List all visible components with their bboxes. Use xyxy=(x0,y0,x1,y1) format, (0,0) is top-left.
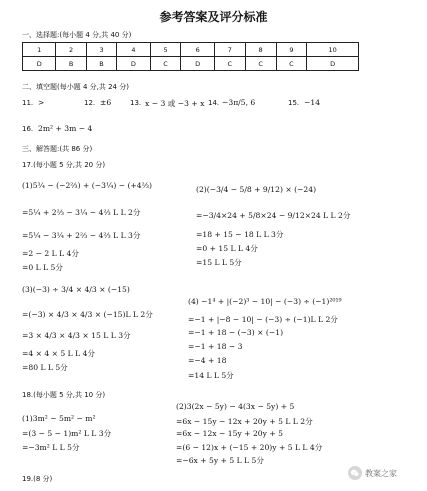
q17-1-line: =5¼ + 2⅔ − 3¼ − 4⅔ L L 2分 xyxy=(22,208,141,217)
fill-num-12: 12. xyxy=(84,99,96,107)
fill-ans-12: ±6 xyxy=(100,98,112,107)
table-cell: D xyxy=(181,57,214,71)
table-cell: 2 xyxy=(56,43,86,57)
table-cell: B xyxy=(86,57,116,71)
q17-1-line: =0 L L 5分 xyxy=(22,263,63,272)
table-cell: 7 xyxy=(214,43,245,57)
table-cell: C xyxy=(214,57,245,71)
q18-2-line: =6x − 12x − 15y + 20y + 5 xyxy=(176,429,283,438)
watermark xyxy=(348,466,397,480)
q17-3-line: =3 × 4/3 × 4/3 × 15 L L 3分 xyxy=(22,331,131,340)
wechat-icon xyxy=(348,466,362,480)
q17-4-line: =14 L L 5分 xyxy=(188,371,234,380)
table-cell: C xyxy=(150,57,181,71)
table-cell: C xyxy=(245,57,276,71)
q19-heading: 19.(8 分) xyxy=(22,475,53,483)
q17-4-line: =−4 + 18 xyxy=(188,356,227,365)
table-cell: 9 xyxy=(276,43,307,57)
fill-num-16: 16. xyxy=(22,125,34,133)
q18-2-line: =−6x + 5y + 5 L L 5分 xyxy=(176,456,264,465)
table-cell: D xyxy=(117,57,150,71)
table-cell: 1 xyxy=(23,43,56,57)
table-cell: 6 xyxy=(181,43,214,57)
q17-1-line: (1)5¼ − (−2⅔) + (−3¼) − (+4⅔) xyxy=(22,181,152,190)
fill-num-15: 15. xyxy=(288,99,300,107)
fill-ans-15: −14 xyxy=(304,98,321,107)
q17-3-line: =4 × 4 × 5 L L 4分 xyxy=(22,349,95,358)
q17-4-line: =−1 + 18 − 3 xyxy=(188,342,243,351)
table-cell: D xyxy=(23,57,56,71)
q17-3-line: (3)(−3) ÷ 3/4 × 4/3 × (−15) xyxy=(22,285,130,294)
q18-1-line: =−3m² L L 5分 xyxy=(22,443,80,452)
q18-1-line: =(3 − 5 − 1)m² L L 3分 xyxy=(22,429,112,438)
table-cell: 4 xyxy=(117,43,150,57)
q17-1-line: =5¼ − 3¼ + 2⅔ − 4⅔ L L 3分 xyxy=(22,231,141,240)
answer-table-answer-row xyxy=(23,57,359,71)
q17-2-line: (2)(−3/4 − 5/8 + 9/12) × (−24) xyxy=(196,185,317,194)
q17-2-line: =−3/4×24 + 5/8×24 − 9/12×24 L L 2分 xyxy=(196,211,351,220)
q17-4-line: (4) −1⁴ + |(−2)³ − 10| − (−3) ÷ (−1)²⁰¹⁹ xyxy=(188,297,342,306)
section1-heading: 一、选择题:(每小题 4 分,共 40 分) xyxy=(22,31,132,39)
q18-2-line: =(6 − 12)x + (−15 + 20)y + 5 L L 4分 xyxy=(176,443,323,452)
table-cell: 3 xyxy=(86,43,116,57)
fill-ans-11: > xyxy=(38,98,45,107)
table-cell: C xyxy=(276,57,307,71)
page-title: 参考答案及评分标准 xyxy=(159,10,268,24)
watermark-text: 教案之家 xyxy=(365,468,397,478)
table-cell: 8 xyxy=(245,43,276,57)
q17-2-line: =0 + 15 L L 4分 xyxy=(196,244,258,253)
q18-2-line: =6x − 15y − 12x + 20y + 5 L L 2分 xyxy=(176,417,313,426)
q17-3-line: =80 L L 5分 xyxy=(22,363,68,372)
q17-4-line: =−1 + |−8 − 10| − (−3) ÷ (−1)L L 2分 xyxy=(188,315,338,324)
fill-ans-16: 2m² + 3m − 4 xyxy=(38,124,93,133)
q17-2-line: =15 L L 5分 xyxy=(196,258,242,267)
q17-heading: 17.(每小题 5 分,共 20 分) xyxy=(22,161,106,169)
fill-num-13: 13. xyxy=(130,99,142,107)
answer-table xyxy=(22,42,359,71)
fill-num-14: 14. xyxy=(208,99,220,107)
fill-num-11: 11. xyxy=(22,99,34,107)
section2-heading: 二、填空题(每小题 4 分,共 24 分) xyxy=(22,83,129,91)
table-cell: 10 xyxy=(307,43,359,57)
q17-2-line: =18 + 15 − 18 L L 3分 xyxy=(196,230,284,239)
fill-ans-14: −3π/5, 6 xyxy=(222,98,256,107)
fill-ans-13: x − 3 或 −3 + x xyxy=(145,99,205,108)
answer-table-number-row xyxy=(23,43,359,57)
q17-1-line: =2 − 2 L L 4分 xyxy=(22,249,79,258)
table-cell: 5 xyxy=(150,43,181,57)
q17-3-line: =(−3) × 4/3 × 4/3 × (−15)L L 2分 xyxy=(22,310,153,319)
section3-heading: 三、解答题:(共 86 分) xyxy=(22,145,93,153)
q18-2-line: (2)3(2x − 5y) − 4(3x − 5y) + 5 xyxy=(176,402,295,411)
table-cell: B xyxy=(56,57,86,71)
q18-1-line: (1)3m² − 5m² − m² xyxy=(22,414,96,423)
q17-4-line: =−1 + 18 − (−3) × (−1) xyxy=(188,328,284,337)
table-cell: D xyxy=(307,57,359,71)
q18-heading: 18.(每小题 5 分,共 10 分) xyxy=(22,391,106,399)
